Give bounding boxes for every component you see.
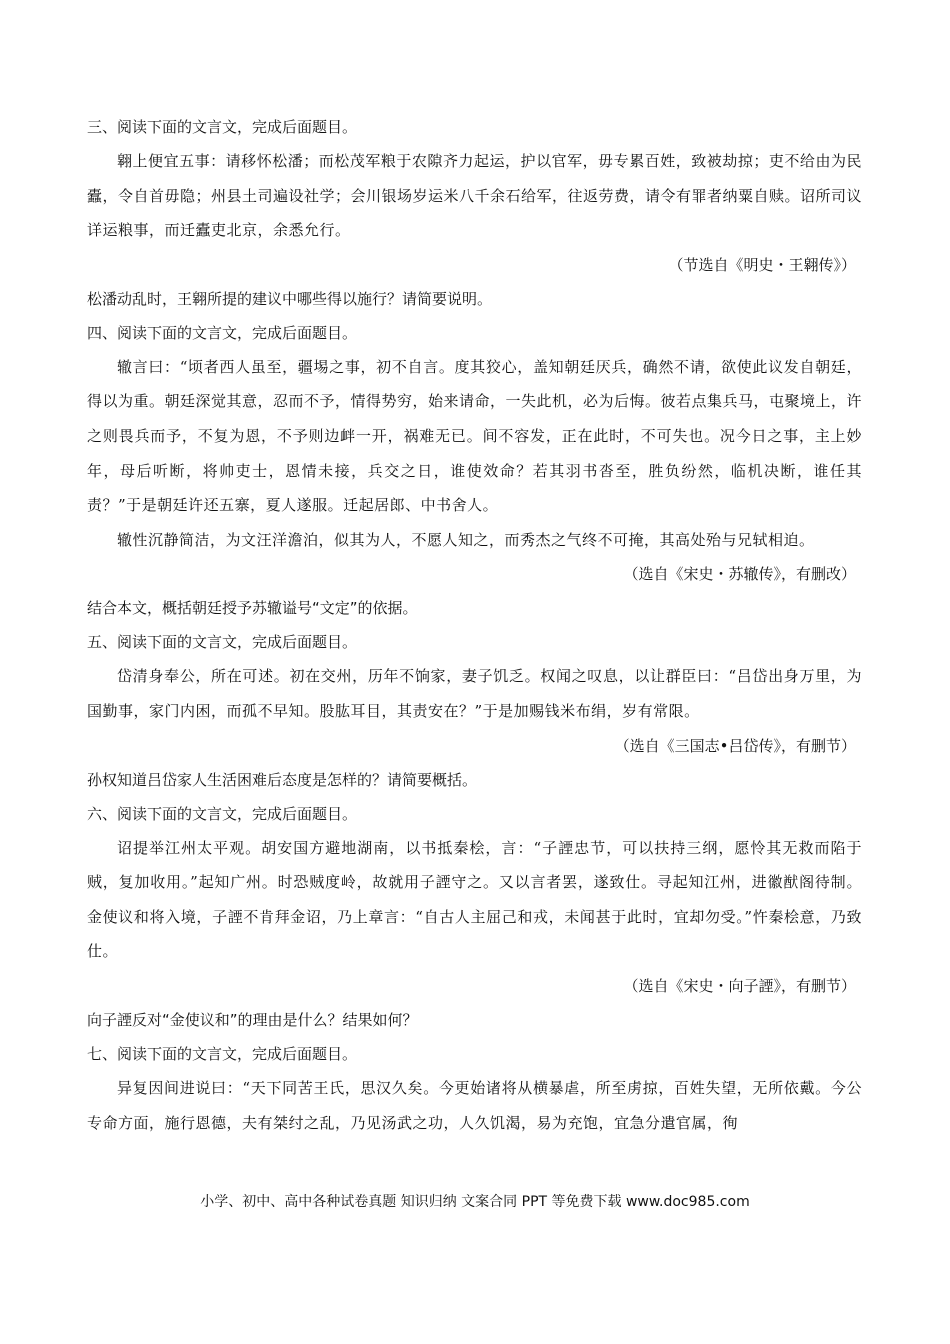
section-7 (87, 1037, 862, 1140)
passage-source: （节选自《明史・王翱传》） (668, 255, 856, 274)
section-heading: 七、阅读下面的文言文，完成后面题目。 (87, 1044, 358, 1063)
section-heading: 六、阅读下面的文言文，完成后面题目。 (87, 804, 358, 823)
document-body (87, 110, 862, 1140)
passage-paragraph: 岱清身奉公，所在可述。初在交州，历年不饷家，妻子饥乏。权闻之叹息，以让群臣曰：“吕岱出身万里，为国勤事，家门内困，而孤不早知。股肱耳目，其责安在？”于是加赐钱米布绢，岁有常限。 (87, 667, 862, 720)
question-text: 结合本文，概括朝廷授予苏辙谥号“文定”的依据。 (87, 599, 418, 618)
passage-source: （选自《三国志•吕岱传》，有删节） (614, 736, 856, 755)
passage-paragraph: 翱上便宜五事：请移怀松潘；而松茂军粮于农隙齐力起运，护以官军，毋专累百姓，致被劫掠；吏不给由为民蠹，令自首毋隐；州县土司遍设社学；会川银场岁运米八千余石给军，往返劳费，请令有罪者纳粟自赎。诏所司议详运粮事，而迁蠹吏北京，余悉允行。 (87, 152, 863, 240)
section-3 (87, 110, 862, 316)
question-text: 孙权知道吕岱家人生活困难后态度是怎样的？请简要概括。 (87, 770, 478, 789)
passage-source: （选自《宋史・苏辙传》，有删改） (623, 565, 856, 584)
section-4 (87, 316, 862, 626)
question-text: 向子諲反对“金使议和”的理由是什么？结果如何？ (87, 1010, 418, 1029)
section-heading: 五、阅读下面的文言文，完成后面题目。 (87, 633, 358, 652)
page-footer: 小学、初中、高中各种试卷真题 知识归纳 文案合同 PPT 等免费下载 www.doc985.com (200, 1194, 750, 1210)
section-6 (87, 797, 862, 1037)
passage-paragraph: 辙言曰：“顷者西人虽至，疆埸之事，初不自言。度其狡心，盖知朝廷厌兵，确然不请，欲使此议发自朝廷，得以为重。朝廷深觉其意，忍而不予，情得势穷，始来请命，一失此机，必为后悔。彼若点集兵马，屯聚境上，许之则畏兵而予，不复为恩，不予则边衅一开，祸难无已。间不容发，正在此时，不可失也。况今日之事，主上妙年，母后听断，将帅吏士，恩情未接，兵交之日，谁使效命？若其羽书沓至，胜负纷然，临机决断，谁任其责？”于是朝廷许还五寨，夏人遂服。迁起居郎、中书舍人。 (87, 357, 863, 515)
section-heading: 三、阅读下面的文言文，完成后面题目。 (87, 118, 358, 136)
section-heading: 四、阅读下面的文言文，完成后面题目。 (87, 323, 358, 342)
passage-paragraph: 辙性沉静简洁，为文汪洋澹泊，似其为人，不愿人知之，而秀杰之气终不可掩，其高处殆与兄轼相迫。 (117, 530, 815, 549)
question-text: 松潘动乱时，王翱所提的建议中哪些得以施行？请简要说明。 (87, 289, 493, 308)
passage-paragraph: 诏提举江州太平观。胡安国方避地湖南，以书抵秦桧，言：“子諲忠节，可以扶持三纲，愿怜其无救而陷于贼，复加收用。”起知广州。时恐贼度岭，故就用子諲守之。又以言者罢，遂致仕。寻起知江州，进徽猷阁待制。金使议和将入境，子諲不肯拜金诏，乃上章言：“自古人主屈己和戎，未闻甚于此时，宜却勿受。”忤秦桧意，乃致仕。 (87, 838, 862, 961)
passage-source: （选自《宋史・向子諲》，有删节） (623, 976, 856, 995)
section-5 (87, 625, 862, 796)
passage-paragraph: 异复因间进说曰：“天下同苦王氏，思汉久矣。今更始诸将从横暴虐，所至虏掠，百姓失望，无所依戴。今公专命方面，施行恩德，夫有桀纣之乱，乃见汤武之功，人久饥渴，易为充饱，宜急分遣官属，徇 (87, 1078, 862, 1132)
